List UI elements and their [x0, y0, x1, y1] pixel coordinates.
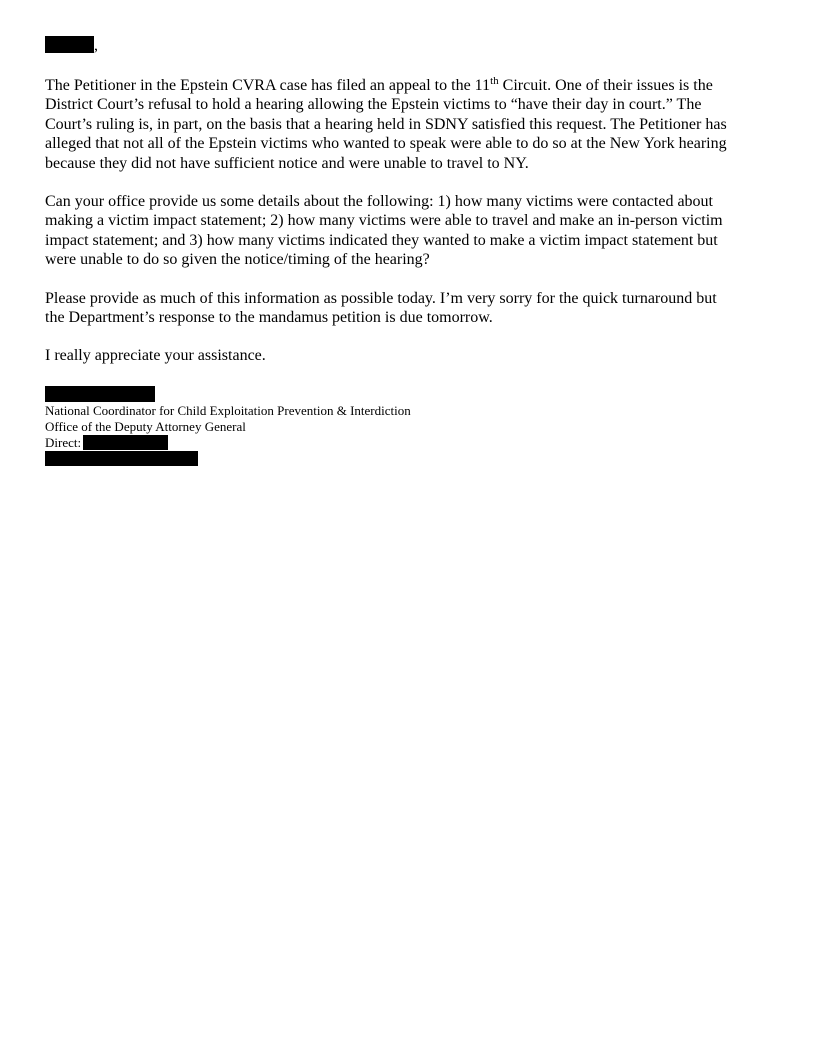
paragraph-line: I really appreciate your assistance.: [45, 347, 266, 365]
text-segment: The Petitioner in the Epstein CVRA case has filed an appeal to the 11: [45, 77, 491, 94]
paragraph-line: Court’s ruling is, in part, on the basis that a hearing held in SDNY satisfied this request. The Petitioner has: [45, 115, 727, 133]
greeting-comma: ,: [94, 37, 98, 54]
signature-direct-line: [45, 435, 775, 451]
paragraph-line: [45, 76, 775, 95]
paragraph-line: District Court’s refusal to hold a hearing allowing the Epstein victims to “have their day in court.” The: [45, 96, 702, 114]
ordinal-superscript: th: [490, 75, 499, 87]
paragraph-request-details: [45, 192, 775, 270]
paragraph-line: because they did not have sufficient notice and were unable to travel to NY.: [45, 154, 529, 172]
paragraph-line: alleged that not all of the Epstein victims who wanted to speak were able to do so at the New York hearing: [45, 135, 727, 153]
signature-office: Office of the Deputy Attorney General: [45, 418, 246, 434]
paragraph-line: making a victim impact statement; 2) how many victims were able to travel and make an in-person victim: [45, 212, 723, 230]
paragraph-line: the Department’s response to the mandamus petition is due tomorrow.: [45, 309, 493, 327]
paragraph-urgency: [45, 289, 775, 328]
text-segment: Circuit. One of their issues is the: [498, 77, 713, 94]
direct-label: Direct:: [45, 434, 82, 450]
redacted-sender-name: [45, 386, 155, 402]
redacted-recipient-name: [45, 36, 94, 53]
paragraph-line: Can your office provide us some details about the following: 1) how many victims were contacted about: [45, 193, 713, 211]
redacted-phone-number: [83, 435, 168, 450]
paragraph-line: Please provide as much of this information as possible today. I’m very sorry for the quick turnaround but: [45, 289, 717, 307]
redacted-email-address: [45, 451, 198, 466]
paragraph-closing: [45, 346, 775, 365]
paragraph-appeal-context: [45, 76, 775, 173]
email-body: [45, 36, 775, 466]
signature-title: National Coordinator for Child Exploitation Prevention & Interdiction: [45, 402, 411, 418]
greeting: [45, 36, 775, 55]
paragraph-line: impact statement; and 3) how many victims indicated they wanted to make a victim impact statement but: [45, 231, 718, 249]
signature-block: [45, 403, 775, 451]
paragraph-line: were unable to do so given the notice/timing of the hearing?: [45, 251, 430, 269]
